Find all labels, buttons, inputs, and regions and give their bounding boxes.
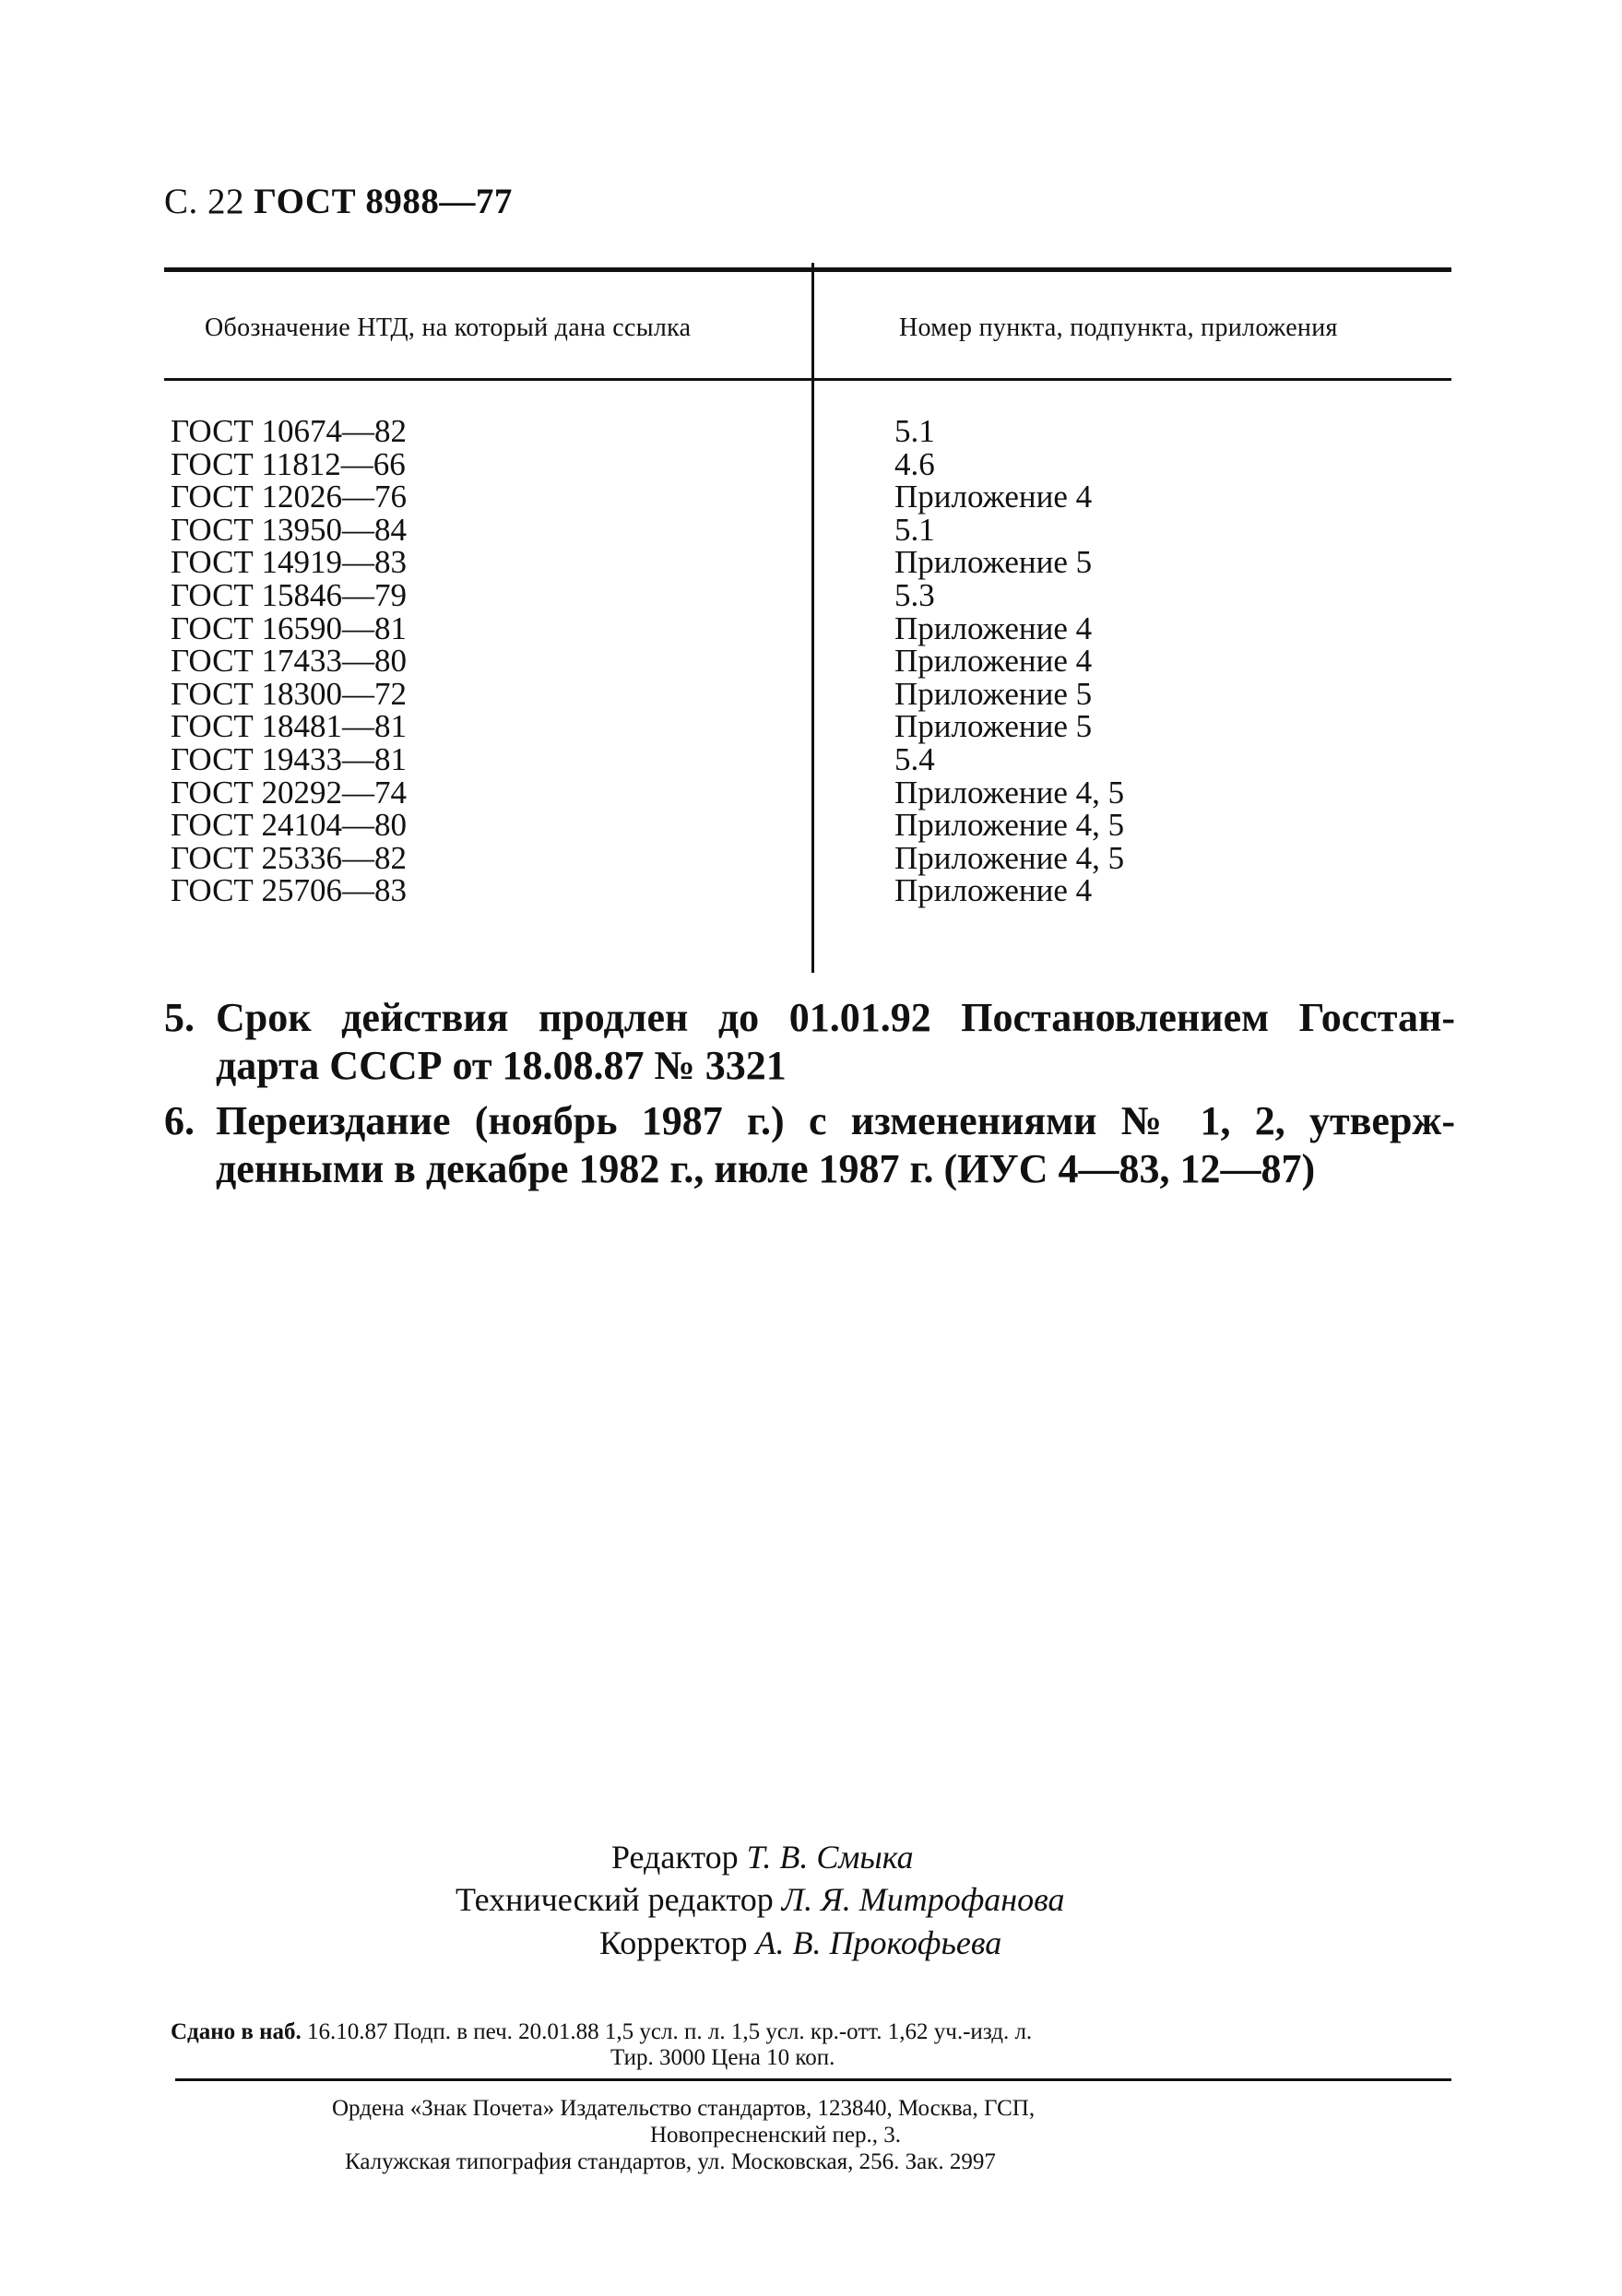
standard-designation: ГОСТ 8988—77 <box>254 182 513 221</box>
credit-technical-editor <box>456 1880 1065 1919</box>
imprint-circulation: Тир. 3000 Цена 10 коп. <box>610 2045 835 2070</box>
table-header-rule <box>164 378 1451 381</box>
table-row-document: ГОСТ 13950—84 <box>171 511 408 548</box>
note-text: денными в декабре 1982 г., июле 1987 г. (ИУС 4—83, 12—87) <box>216 1146 1316 1191</box>
table-row-reference: 5.1 <box>894 511 935 548</box>
table-row-reference: Приложение 4 <box>894 479 1093 515</box>
credit-editor <box>611 1838 914 1876</box>
table-row-reference: Приложение 4, 5 <box>894 807 1125 844</box>
table-row-document: ГОСТ 24104—80 <box>171 807 408 844</box>
credit-role: Редактор <box>611 1839 739 1876</box>
imprint-printing-house: Калужская типография стандартов, ул. Московская, 256. Зак. 2997 <box>345 2149 996 2174</box>
credit-role: Корректор <box>599 1924 748 1961</box>
note-line <box>164 1097 1455 1145</box>
credit-name: Т. В. Смыка <box>746 1839 914 1876</box>
note-text: Срок действия продлен до 01.01.92 Постановлением Госстан- <box>216 995 1455 1040</box>
table-row-reference: Приложение 4, 5 <box>894 839 1125 876</box>
credit-name: Л. Я. Митрофанова <box>781 1881 1065 1918</box>
credit-role: Технический редактор <box>456 1881 774 1918</box>
note-number: 6. <box>164 1098 195 1143</box>
table-row-document: ГОСТ 19433—81 <box>171 740 408 777</box>
table-row-document: ГОСТ 14919—83 <box>171 544 408 581</box>
imprint-publisher-address: Новопресненский пер., 3. <box>650 2123 901 2148</box>
page-header <box>164 181 513 222</box>
note-number: 5. <box>164 995 195 1040</box>
table-row-document: ГОСТ 18300—72 <box>171 675 408 712</box>
imprint-publisher: Ордена «Знак Почета» Издательство стандартов, 123840, Москва, ГСП, <box>332 2096 1036 2121</box>
table-row-reference: 4.6 <box>894 445 935 482</box>
table-row-document: ГОСТ 25336—82 <box>171 839 408 876</box>
page-number: С. 22 <box>164 182 245 221</box>
table-row-reference: Приложение 5 <box>894 675 1093 712</box>
table-row-document: ГОСТ 25706—83 <box>171 872 408 909</box>
referenced-documents-column <box>171 415 407 907</box>
table-row-reference: Приложение 4 <box>894 872 1093 909</box>
table-header-reference: Номер пункта, подпункта, приложения <box>899 314 1338 342</box>
imprint-lead: Сдано в наб. <box>171 2019 302 2044</box>
table-row-document: ГОСТ 17433—80 <box>171 643 408 680</box>
table-top-rule <box>164 267 1451 272</box>
table-row-document: ГОСТ 18481—81 <box>171 708 408 745</box>
table-row-document: ГОСТ 10674—82 <box>171 413 408 449</box>
note-text: дарта СССР от 18.08.87 № 3321 <box>216 1043 787 1088</box>
credit-proofreader <box>599 1923 1001 1962</box>
table-row-document: ГОСТ 12026—76 <box>171 479 408 515</box>
note-line <box>164 994 1455 1042</box>
table-row-reference: Приложение 4 <box>894 643 1093 680</box>
table-row-document: ГОСТ 11812—66 <box>171 445 406 482</box>
table-row-reference: Приложение 5 <box>894 544 1093 581</box>
table-row-reference: Приложение 5 <box>894 708 1093 745</box>
imprint-rule <box>175 2078 1451 2081</box>
table-row-document: ГОСТ 16590—81 <box>171 610 408 646</box>
table-header-document: Обозначение НТД, на который дана ссылка <box>205 314 692 342</box>
table-column-divider <box>811 263 814 973</box>
note-text: Переиздание (ноябрь 1987 г.) с изменениями № 1, 2, утверж- <box>216 1098 1455 1143</box>
table-row-reference: 5.3 <box>894 576 935 613</box>
note-reissue <box>164 1097 1455 1193</box>
imprint-text: 16.10.87 Подп. в печ. 20.01.88 1,5 усл. п. л. 1,5 усл. кр.-отт. 1,62 уч.-изд. л. <box>307 2019 1033 2044</box>
note-validity-extension <box>164 994 1455 1090</box>
table-row-reference: 5.1 <box>894 413 935 449</box>
credit-name: А. В. Прокофьева <box>755 1924 1002 1961</box>
table-row-document: ГОСТ 15846—79 <box>171 576 408 613</box>
table-row-reference: 5.4 <box>894 740 935 777</box>
table-row-reference: Приложение 4, 5 <box>894 774 1125 811</box>
table-row-reference: Приложение 4 <box>894 610 1093 646</box>
reference-clauses-column <box>894 415 1124 907</box>
table-row-document: ГОСТ 20292—74 <box>171 774 408 811</box>
imprint-print-dates <box>171 2019 1032 2045</box>
